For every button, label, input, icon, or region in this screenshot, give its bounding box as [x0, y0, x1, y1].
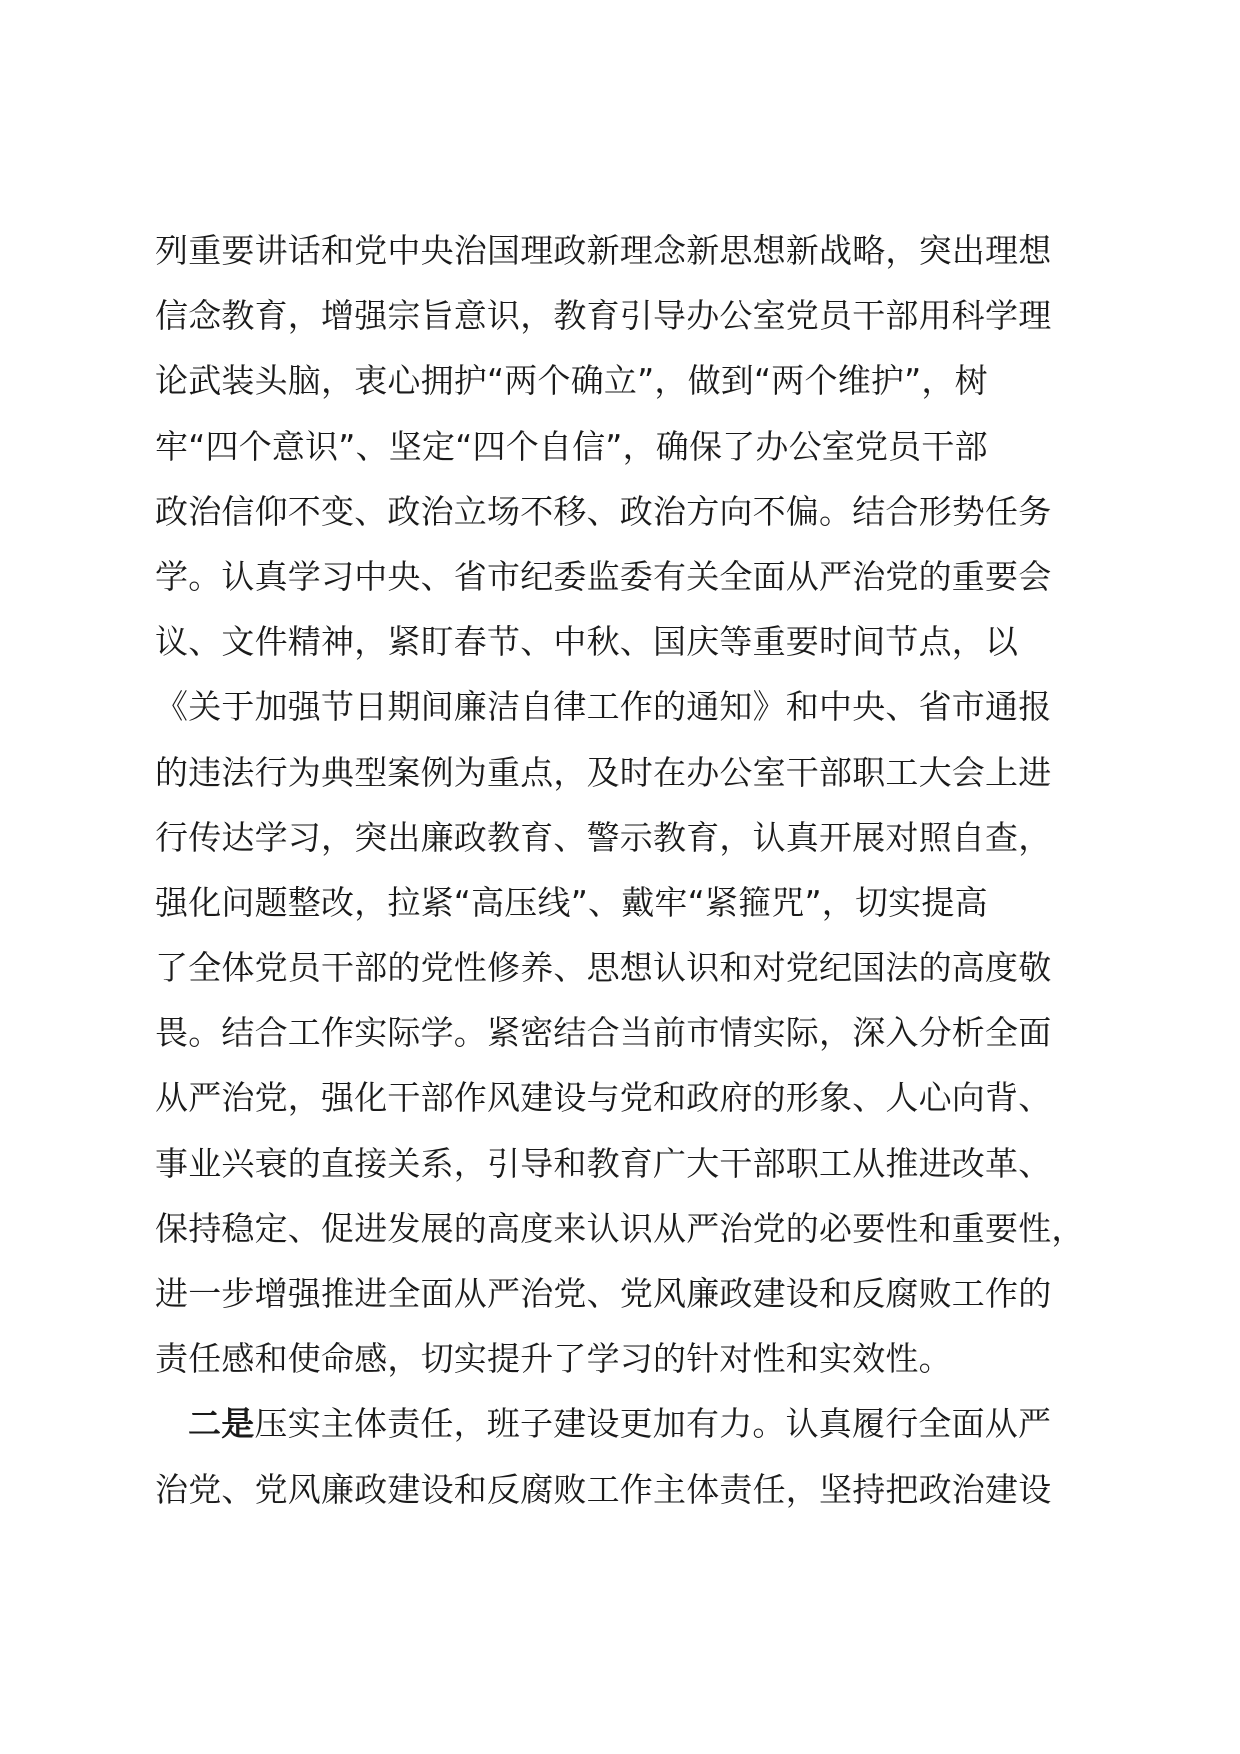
text-line: 了全体党员干部的党性修养、思想认识和对党纪国法的高度敬 — [155, 948, 1052, 988]
text-line: 学。认真学习中央、省市纪委监委有关全面从严治党的重要会 — [155, 556, 1052, 596]
text-line: 从严治党，强化干部作风建设与党和政府的形象、人心向背、 — [155, 1078, 1052, 1118]
paragraph-2 — [155, 1391, 1095, 1521]
text-line: 《关于加强节日期间廉洁自律工作的通知》和中央、省市通报 — [155, 687, 1052, 727]
text-line: 强化问题整改，拉紧“高压线”、戴牢“紧箍咒”，切实提高 — [155, 882, 988, 922]
text-line: 列重要讲话和党中央治国理政新理念新思想新战略，突出理想 — [155, 231, 1052, 270]
text-line: 责任感和使命感，切实提升了学习的针对性和实效性。 — [155, 1339, 952, 1379]
text-line: 行传达学习，突出廉政教育、警示教育，认真开展对照自查， — [155, 817, 1052, 857]
text-line: 的违法行为典型案例为重点，及时在办公室干部职工大会上进 — [155, 752, 1052, 792]
paragraph-1 — [155, 218, 1095, 1391]
text-line: 论武装头脑，衷心拥护“两个确立”，做到“两个维护”，树 — [155, 361, 988, 401]
text-line: 信念教育，增强宗旨意识，教育引导办公室党员干部用科学理 — [155, 296, 1052, 336]
text-line: 保持稳定、促进发展的高度来认识从严治党的必要性和重要性， — [155, 1208, 1085, 1248]
text-line — [155, 1391, 1095, 1456]
paragraph-text: 压实主体责任，班子建设更加有力。认真履行全面从严 — [254, 1404, 1052, 1444]
text-line: 事业兴衰的直接关系，引导和教育广大干部职工从推进改革、 — [155, 1143, 1052, 1183]
text-line: 议、文件精神，紧盯春节、中秋、国庆等重要时间节点，以 — [155, 622, 1019, 662]
text-line: 进一步增强推进全面从严治党、党风廉政建设和反腐败工作的 — [155, 1274, 1052, 1313]
text-line: 牢“四个意识”、坚定“四个自信”，确保了办公室党员干部 — [155, 426, 988, 466]
text-line: 治党、党风廉政建设和反腐败工作主体责任，坚持把政治建设 — [155, 1469, 1052, 1509]
body-text — [155, 218, 1095, 1522]
text-line: 政治信仰不变、政治立场不移、政治方向不偏。结合形势任务 — [155, 491, 1052, 531]
paragraph-lead: 二是 — [188, 1404, 255, 1444]
text-line: 畏。结合工作实际学。紧密结合当前市情实际，深入分析全面 — [155, 1013, 1052, 1053]
